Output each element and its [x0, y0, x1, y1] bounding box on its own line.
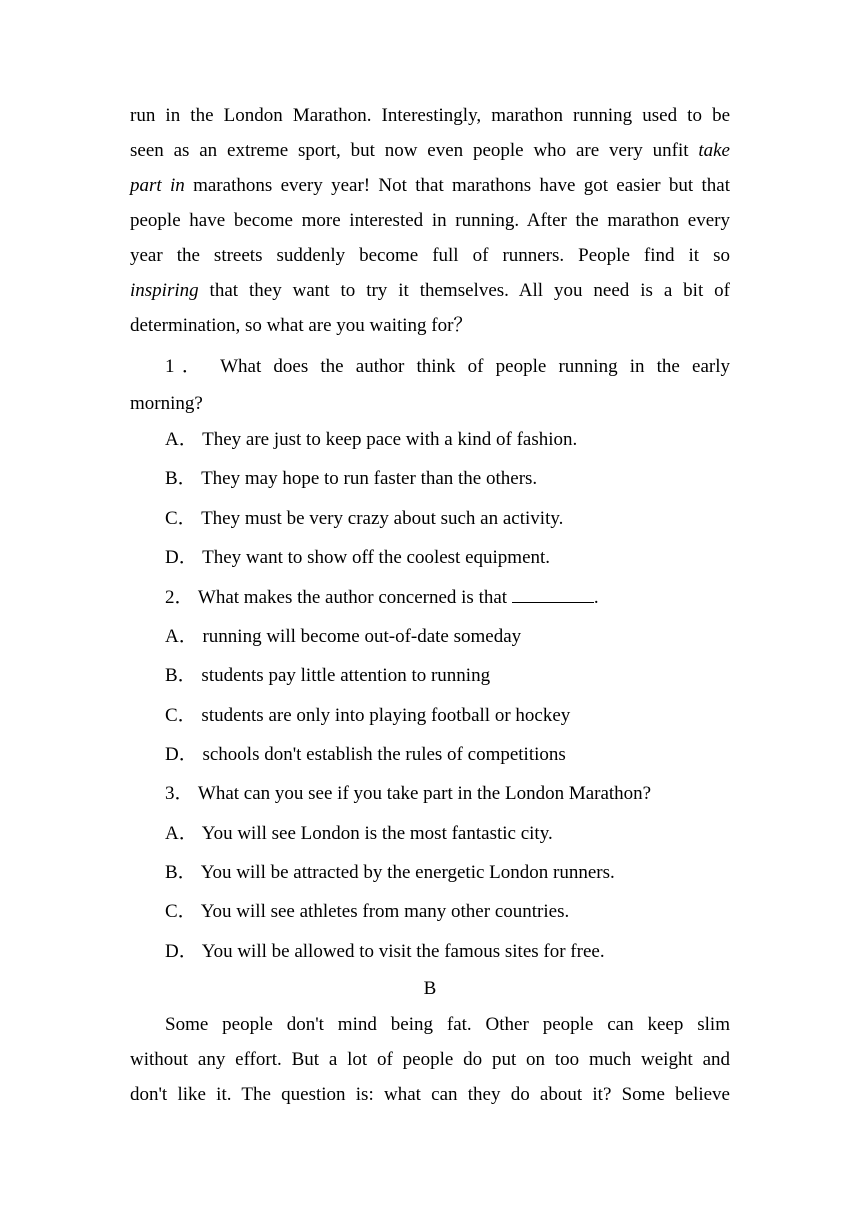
question-2-stem: 2． What makes the author concerned is that . — [165, 580, 730, 616]
question-3-option-d: D． You will be allowed to visit the famous sites for free. — [165, 941, 605, 962]
passage-a-paragraph — [130, 98, 730, 343]
section-b-line: without any effort. But a lot of people do put on too much weight and — [130, 1049, 730, 1070]
question-2-option-b: B． students pay little attention to running — [165, 665, 491, 686]
passage-line: year the streets suddenly become full of runners. People find it so — [130, 245, 730, 266]
question-3-stem: 3． What can you see if you take part in the London Marathon? — [165, 783, 652, 804]
question-2-option-c: C． students are only into playing football or hockey — [165, 705, 571, 726]
passage-line: inspiring that they want to try it themselves. All you need is a bit of — [130, 280, 730, 301]
question-2-option-a: A． running will become out-of-date someday — [165, 626, 522, 647]
passage-line: run in the London Marathon. Interestingly, marathon running used to be — [130, 105, 730, 126]
section-b-heading: B — [423, 978, 437, 999]
passage-line: part in marathons every year! Not that marathons have got easier but that — [130, 175, 730, 196]
question-1-stem: 1． What does the author think of people running in the early — [165, 356, 730, 377]
question-3-option-c: C． You will see athletes from many other countries. — [165, 901, 570, 922]
section-b-line: Some people don't mind being fat. Other people can keep slim — [165, 1014, 730, 1035]
passage-line: determination, so what are you waiting for？ — [130, 315, 473, 336]
question-2-option-d: D． schools don't establish the rules of competitions — [165, 744, 566, 765]
question-1-option-b: B． They may hope to run faster than the others. — [165, 468, 538, 489]
question-3-option-a: A． You will see London is the most fantastic city. — [165, 823, 553, 844]
question-1-stem-cont: morning? — [130, 393, 203, 414]
question-1-option-a: A． They are just to keep pace with a kind of fashion. — [165, 429, 578, 450]
answer-blank — [512, 583, 594, 603]
question-1-option-d: D． They want to show off the coolest equipment. — [165, 547, 551, 568]
passage-line: people have become more interested in running. After the marathon every — [130, 210, 730, 231]
question-1-option-c: C． They must be very crazy about such an activity. — [165, 508, 564, 529]
passage-line: seen as an extreme sport, but now even people who are very unfit take — [130, 140, 730, 161]
question-3-option-b: B． You will be attracted by the energetic London runners. — [165, 862, 615, 883]
section-b-line: don't like it. The question is: what can they do about it? Some believe — [130, 1084, 730, 1105]
